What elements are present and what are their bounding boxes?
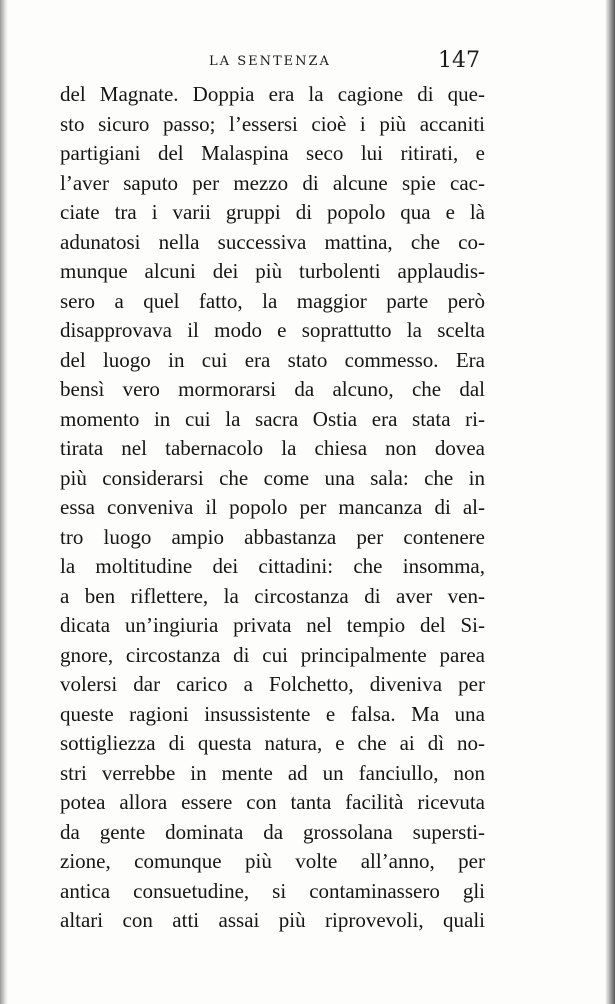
text-line: stri verrebbe in mente ad un fanciullo, non — [60, 760, 485, 785]
text-line: gnore, circostanza di cui principalmente parea — [60, 642, 485, 667]
text-line: momento in cui la sacra Ostia era stata ri- — [60, 406, 485, 431]
text-line: disapprovava il modo e soprattutto la scelta — [60, 318, 485, 342]
text-line: adunatosi nella successiva mattina, che co- — [60, 229, 485, 254]
text-line: del Magnate. Doppia era la cagione di que- — [60, 82, 485, 106]
text-line: ciate tra i varii gruppi di popolo qua e là — [60, 200, 485, 224]
text-line: queste ragioni insussistente e falsa. Ma una — [60, 701, 485, 726]
text-line: la moltitudine dei cittadini: che insomma, — [60, 554, 485, 578]
text-line: volersi dar carico a Folchetto, diveniva per — [60, 672, 485, 696]
running-head — [60, 50, 480, 76]
text-line: l’aver saputo per mezzo di alcune spie cac- — [60, 170, 485, 195]
text-line: potea allora essere con tanta facilità ricevuta — [60, 790, 485, 814]
text-line: tirata nel tabernacolo la chiesa non dovea — [60, 436, 485, 460]
text-line: sero a quel fatto, la maggior parte però — [60, 288, 485, 313]
text-line: bensì vero mormorarsi da alcuno, che dal — [60, 377, 485, 401]
text-line: antica consuetudine, si contaminassero gli — [60, 878, 485, 903]
running-title: LA SENTENZA — [209, 54, 331, 69]
text-line: zione, comunque più volte all’anno, per — [60, 849, 485, 873]
text-line: altari con atti assai più riprovevoli, quali — [60, 908, 485, 932]
text-line: più considerarsi che come una sala: che in — [60, 465, 485, 490]
text-line: essa conveniva il popolo per mancanza di al- — [60, 495, 485, 519]
text-line: munque alcuni dei più turbolenti applaudis- — [60, 259, 485, 283]
body-text — [60, 80, 485, 936]
text-line: da gente dominata da grossolana supersti- — [60, 819, 485, 844]
page-left-edge-shadow — [0, 0, 8, 1004]
text-line: tro luogo ampio abbastanza per contenere — [60, 524, 485, 549]
text-line: dicata un’ingiuria privata nel tempio del Si- — [60, 613, 485, 637]
page-number: 147 — [438, 48, 480, 73]
text-line: sto sicuro passo; l’essersi cioè i più accaniti — [60, 111, 485, 136]
text-line: a ben riflettere, la circostanza di aver ven- — [60, 583, 485, 608]
page-right-edge-shadow — [605, 0, 615, 1004]
text-line: partigiani del Malaspina seco lui ritirati, e — [60, 141, 485, 165]
text-line: sottigliezza di questa natura, e che ai dì no- — [60, 731, 485, 755]
text-line: del luogo in cui era stato commesso. Era — [60, 347, 485, 372]
